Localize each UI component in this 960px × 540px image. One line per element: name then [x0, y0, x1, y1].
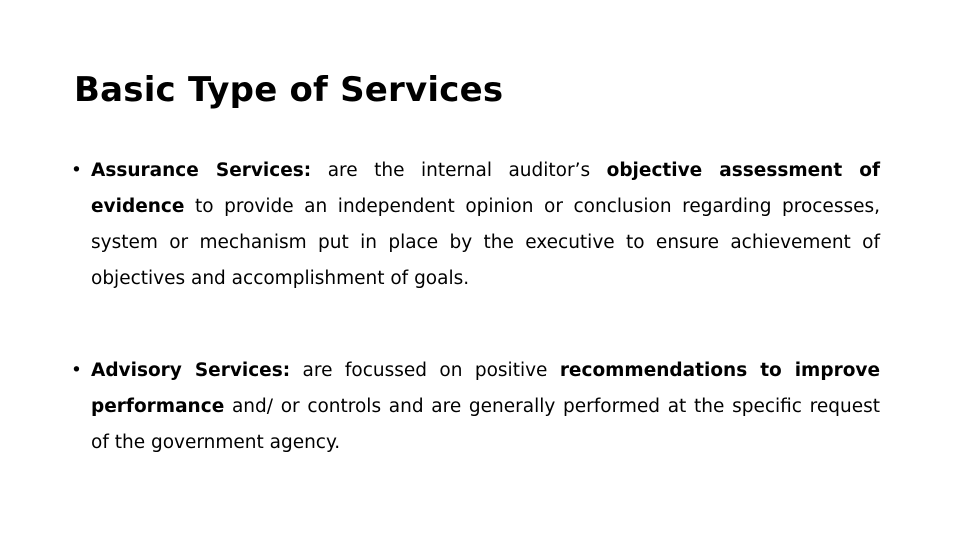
bullet-assurance-services — [71, 153, 881, 297]
bullet-marker: • — [71, 160, 82, 181]
bullet-text: and/ or controls and are generally performed at the specific request of the government agency. — [91, 396, 880, 453]
slide-title: Basic Type of Services — [74, 70, 504, 110]
bullet-advisory-services — [71, 353, 881, 461]
bullet-text: are the internal auditor’s — [311, 160, 607, 181]
bullet-text: to provide an independent opinion or conclusion regarding processes, system or mechanism put in place by the executive to ensure achievement of objectives and accomplishment of goals. — [91, 196, 880, 289]
emphasis-text: objective assessment of evidence — [91, 160, 881, 217]
bullet-text: are focussed on positive — [290, 360, 560, 381]
bullet-marker: • — [71, 360, 82, 381]
term-advisory-services: Advisory Services: — [91, 360, 291, 381]
term-assurance-services: Assurance Services: — [91, 160, 312, 181]
emphasis-text: recommendations to improve performance — [91, 360, 881, 417]
